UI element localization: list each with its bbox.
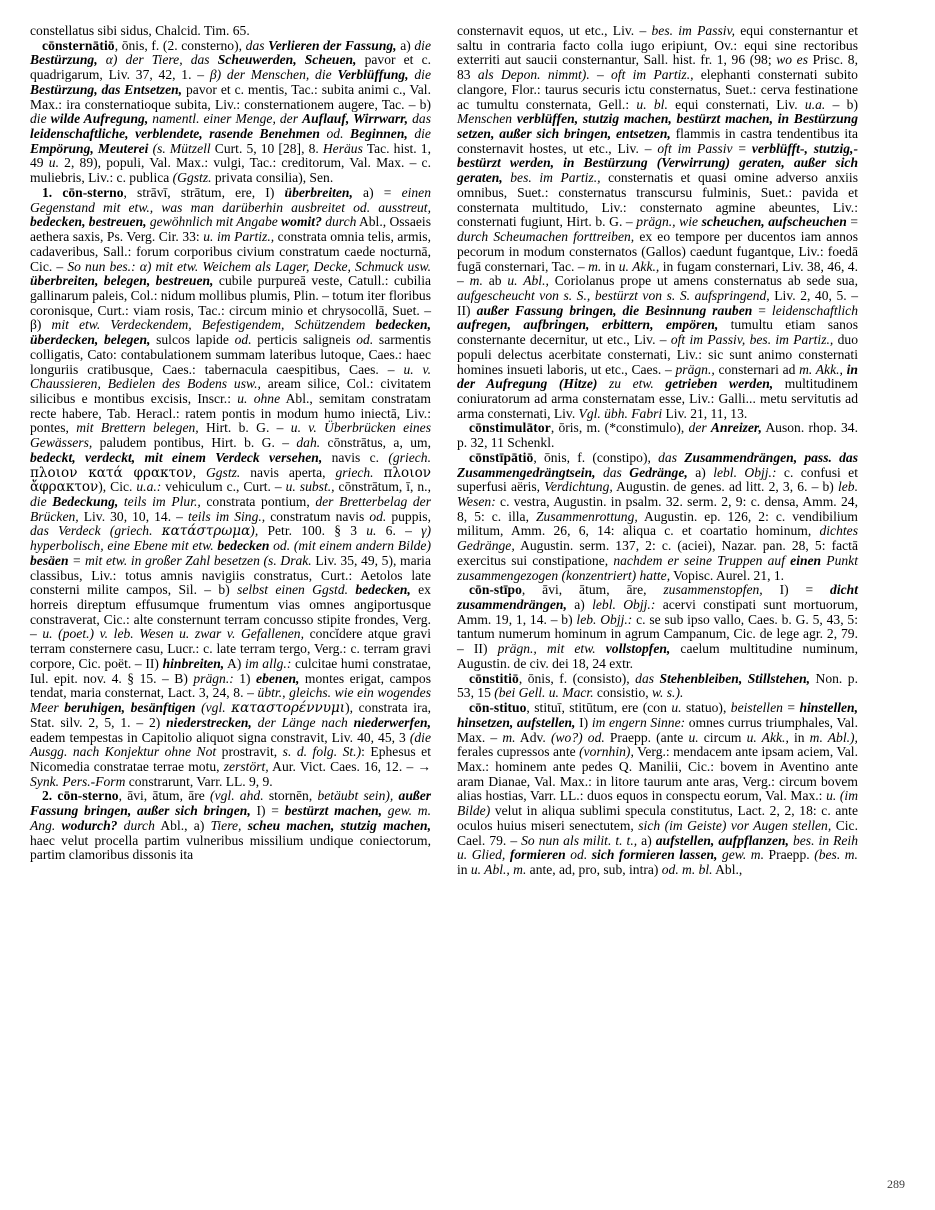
entry-constimulator: cōnstimulātor, ōris, m. (*constimulo), der Anreizer, Auson. rhop. 34. p. 32, 11 Schenkl. — [457, 420, 858, 451]
two-column-layout — [30, 24, 905, 878]
entry-consterno-1: 1. cōn-sterno, strāvī, strātum, ere, I) überbreiten, a) = einen Gegenstand mit etw., was man darüberhin ausbreitet od. ausstreut, bedecken, bestreuen, gewöhnlich mit Angabe womit? durch Abl., Ossaeis aethera saxis, Ps. Verg. Cir. 33: u. im Partiz., constrata omnia telis, armis, cadaveribus, Sall.: forum corporibus civium constratum caede nocturnā, Cic. – So nun bes.: α) mit etw. Weichem als Lager, Decke, Schmuck usw. überbreiten, belegen, bestreuen, cubile purpureā veste, Catull.: cubilia gallinarum paleis, Col.: nidum mollibus plumis, Plin. – totum iter floribus coronisque, Curt.: viam rosis, Tac.: circum minio et chrysocollā, Suet. – β) mit etw. Verdeckendem, Befestigendem, Schützendem bedecken, überdecken, belegen, sulcos lapide od. perticis saligneis od. sarmentis colligatis, Cato: contabulationem summam lateribus lutoque, Caes.: haec longuriis cratibusque, Caes.: tabernacula caespitibus, Caes. – u. v. Chaussieren, Bedielen des Bodens usw., aream silice, Col.: civitatem silicibus e montibus excisis, Inscr.: u. ohne Abl., semitam constratam recte habere, Tab. Heracl.: ratem pontis in modum humo iniectā, Liv.: pontes, mit Brettern belegen, Hirt. b. G. – u. v. Überbrücken eines Gewässers, paludem pontibus, Hirt. b. G. – dah. cōnstrātus, a, um, bedeckt, verdeckt, mit einem Verdeck versehen, navis c. (griech. πλοιον κατά φρακτον, Ggstz. navis aperta, griech. πλοιον ἄφρακτον), Cic. u.a.: vehiculum c., Curt. – u. subst., cōnstrātum, ī, n., die Bedeckung, teils im Plur., constrata pontium, der Bretterbelag der Brücken, Liv. 30, 10, 14. – teils im Sing., constratum navis od. puppis, das Verdeck (griech. κατάστρωμα), Petr. 100. § 3 u. 6. – γ) hyperbolisch, eine Ebene mit etw. bedecken od. (mit einem andern Bilde) besäen = mit etw. in großer Zahl besetzen (s. Drak. Liv. 35, 49, 5), maria classibus, Liv.: totus amnis navigiis constratus, Curt.: Aetolos late consterni milite campos, Sil. – b) selbst einen Ggstd. bedecken, ex horreis direptum effusumque frumentum vias omnes angiportusque constraverat, Cic.: alte consternunt terram concusso stipite frondes, Verg. – u. (poet.) v. leb. Wesen u. zwar v. Gefallenen, concĭdere atque gravi terram consternere casu, Lucr.: c. late terram tergo, Verg.: c. terram gravi corpore, Cic. poët. – II) hinbreiten, A) im allg.: culcitae humi constratae, Iul. epit. nov. 4. § 15. – B) prägn.: 1) ebenen, montes erigat, campos tendat, maria consternat, Lact. 3, 24, 8. – übtr., gleichs. wie ein wogendes Meer beruhigen, besänftigen (vgl. καταστορέννυμι), constrata ira, Stat. silv. 2, 5, 1. – 2) niederstrecken, der Länge nach niederwerfen, eadem tempestas in Capitolio aliquot signa constravit, Liv. 40, 45, 3 (die Ausgg. nach Konjektur ohne Not prostravit, s. d. folg. St.): Ephesus et Nicomedia constratae terrae motu, zerstört, Aur. Vict. Caes. 16, 12. – → Synk. Pers.-Form constrarunt, Varr. LL. 9, 9. — [30, 184, 432, 789]
entry-constipatio: cōnstīpātiō, ōnis, f. (constipo), das Zusammendrängen, pass. das Zusammengedrängtsein, das Gedränge, a) lebl. Objj.: c. confusi et superfusi aëris, Verdichtung, Augustin. de genes. ad litt. 2, 3, 6. – b) leb. Wesen: c. vestra, Augustin. in psalm. 32. serm. 2, 9: c. densa, Amm. 24, 8, 5: c. illa, Zusammenrottung, Augustin. ep. 126, 2: c. vendibilium militum, Amm. 26, 6, 14: aliqua c. et coartatio hominum, dichtes Gedränge, Augustin. serm. 137, 2: c. (aciei), Nazar. pan. 28, 5: factā exercitus sui constipatione, nachdem er seine Truppen auf einen Punkt zusammengezogen (konzentriert) hatte, Vopisc. Aurel. 21, 1. — [457, 449, 859, 583]
entry-consterno-2: 2. cōn-sterno, āvi, ātum, āre (vgl. ahd. stornēn, betäubt sein), außer Fassung bringen, außer sich bringen, I) = bestürzt machen, gew. m. Ang. wodurch? durch Abl., a) Tiere, scheu machen, stutzig machen, haec velut procella partim vulneribus missilium undique coniectorum, partim clamoribus dissonis ita — [30, 788, 432, 863]
headword-constipatio: cōnstīpātiō — [469, 449, 534, 465]
headword-consternatio: cōnsternātiō — [42, 37, 115, 53]
entry-constitio: cōnstitiō, ōnis, f. (consisto), das Stehenbleiben, Stillstehen, Non. p. 53, 15 (bei Gell. u. Macr. consistio, w. s.). — [457, 670, 858, 701]
headword-constipo: cōn-stīpo — [469, 582, 522, 598]
left-column — [30, 24, 431, 878]
headword-constitio: cōnstitiō — [469, 670, 519, 686]
entry-constipo: cōn-stīpo, āvi, ātum, āre, zusammenstopfen, I) = dicht zusammendrängen, a) lebl. Objj.: acervi constipati sunt mortuorum, Amm. 19, 1, 14. – b) leb. Objj.: c. se sub ipso vallo, Caes. b. G. 5, 43, 5: tantum numerum hominum in agrum Campanum, Cic. de lege agr. 2, 79. – II) prägn., mit etw. vollstopfen, caelum multitudine numinum, Augustin. de civ. dei 18, 24 extr. — [457, 582, 858, 671]
entry-consternatio: cōnsternātiō, ōnis, f. (2. consterno), das Verlieren der Fassung, a) die Bestürzung, α) der Tiere, das Scheuwerden, Scheuen, pavor et c. quadrigarum, Liv. 37, 42, 1. – β) der Menschen, die Verblüffung, die Bestürzung, das Entsetzen, pavor et c. mentis, Tac.: subita animi c., Val. Max.: ira consternatioque subita, Liv.: consternationem augere, Tac. – b) die wilde Aufregung, namentl. einer Menge, der Auflauf, Wirrwarr, das leidenschaftliche, verblendete, rasende Benehmen od. Beginnen, die Empörung, Meuterei (s. Mützell Curt. 5, 10 [28], 8. Heräus Tac. hist. 1, 49 u. 2, 89), populi, Val. Max.: vulgi, Tac.: creditorum, Val. Max. – c. muliebris, Liv.: c. publica (Ggstz. privata consilia), Sen. — [30, 37, 432, 186]
right-column — [457, 24, 858, 878]
headword-consterno-2: 2. cōn-sterno — [42, 788, 119, 804]
entry-constellatus-tail: constellatus sibi sidus, Chalcid. Tim. 65. — [30, 23, 250, 38]
headword-consterno-1: 1. cōn-sterno — [42, 184, 124, 200]
headword-constimulator: cōnstimulātor — [469, 420, 551, 436]
entry-constituo: cōn-stituo, stituī, stitūtum, ere (con u. statuo), beistellen = hinstellen, hinsetzen, aufstellen, I) im engern Sinne: omnes currus triumphales, Val. Max. – m. Adv. (wo?) od. Praepp. (ante u. circum u. Akk., in m. Abl.), ferales cupressos ante (vornhin), Verg.: mendacem ante ipsam aciem, Val. Max.: hominem ante pedes Q. Manilii, Cic.: bovem in Aventino ante aram Dianae, Val. Max.: in litore taurum ante aras, Verg.: circum bovem alias hostias, Varr. LL.: duos equos in conspectu eorum, Val. Max.: u. (im Bilde) velut in aliqua sublimi specula constitutus, Lact. 2, 2, 18: c. ante oculos huius miseri senectutem, sich (im Geiste) vor Augen stellen, Cic. Cael. 79. – So nun als milit. t. t., a) aufstellen, aufpflanzen, bes. in Reih u. Glied, formieren od. sich formieren lassen, gew. m. Praepp. (bes. m. in u. Abl., m. ante, ad, pro, sub, intra) od. m. bl. Abl., — [457, 700, 859, 877]
page-number: 289 — [887, 1177, 905, 1191]
headword-constituo: cōn-stituo — [469, 700, 527, 716]
entry-consterno-2-continued: consternavit equos, ut etc., Liv. – bes. im Passiv, equi consternantur et saltu in contraria facto colla iugo eripiunt, Ov.: equi sine rectoribus exterriti aut saucii consternantur, Sall. hist. fr. 1, 96 (98; wo es Prisc. 8, 83 als Depon. nimmt). – oft im Partiz., elephanti consternati subito clangore, Flor.: taurus securis ictu consternatus, Suet.: cerva festinatione ac tumultu consternata, Gell.: u. bl. equi consternati, Liv. u.a. – b) Menschen verblüffen, stutzig machen, bestürzt machen, in Bestürzung setzen, außer sich bringen, entsetzen, flammis in castra tendentibus ita consternavit hostes, ut etc., Liv. – oft im Passiv = verblüfft-, stutzig,- bestürzt werden, in Bestürzung (Verwirrung) geraten, außer sich geraten, bes. im Partiz., consternatis et quasi omine adverso anxiis omnibus, Suet.: consternatus transcursu fulminis, Suet.: pavida et consternata multitudo, Liv.: consternato agmine abeuntes, Liv.: consternati fugiunt, Hirt. b. G. – prägn., wie scheuchen, aufscheuchen = durch Scheumachen forttreiben, ex eo tempore per ducentos iam annos pecorum in modum consternatos (Gallos) caedunt fugantque, Liv.: foedā fugā consternari, Tac. – m. in u. Akk., in fugam consternari, Liv. 38, 46, 4. – m. ab u. Abl., Coriolanus prope ut amens consternatus ab sede sua, aufgescheucht von s. S., bestürzt von s. S. aufspringend, Liv. 2, 40, 5. – II) außer Fassung bringen, die Besinnung rauben = leidenschaftlich aufregen, aufbringen, erbittern, empören, tumultu etiam sanos consternante decernitur, ut etc., Liv. – oft im Passiv, bes. im Partiz., duo populi delectus acerbitate consternati, Liv.: sic sunt animo consternati homines insueti laboris, ut etc., Caes. – prägn., consternari ad m. Akk., in der Aufregung (Hitze) zu etw. getrieben werden, multitudinem coniuratorum ad arma consternatam esse, Liv.: Galli... metu servitutis ad arma consternati, Liv. Vgl. übh. Fabri Liv. 21, 11, 13. — [457, 23, 859, 421]
